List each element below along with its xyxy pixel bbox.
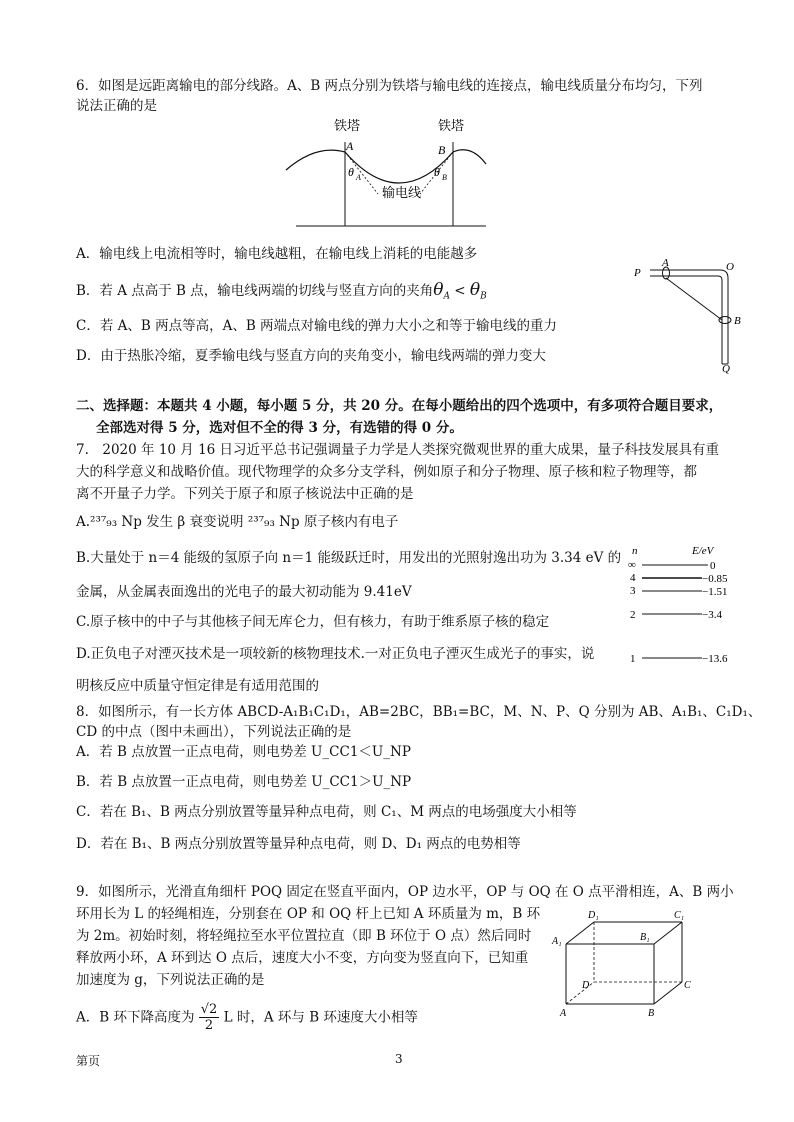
svg-text:4: 4	[630, 572, 636, 584]
q8-option-b: B．若 B 点放置一正点电荷，则电势差 U_CC1＞U_NP	[76, 774, 412, 790]
q9-option-a-post: L 时，A 环与 B 环速度大小相等	[223, 1009, 418, 1026]
q6-option-b-text: B．若 A 点高于 B 点，输电线两端的切线与竖直方向的夹角	[76, 283, 434, 299]
energy-level-inf	[628, 559, 716, 572]
theta-sub-b: B	[480, 291, 487, 302]
cube-b1-label: B₁	[640, 932, 650, 943]
cube-c1-label: C₁	[674, 910, 685, 921]
energy-n-header: n	[632, 545, 638, 557]
q7-option-b-line2: 金属，从金属表面逸出的光电子的最大初动能为 9.41eV	[76, 584, 412, 600]
svg-text:−1.51: −1.51	[702, 586, 728, 598]
energy-level-2	[630, 609, 722, 621]
o-label: O	[726, 261, 734, 273]
q9-stem-line1: 9．如图所示，光滑直角细杆 POQ 固定在竖直平面内，OP 边水平，OP 与 OQ 在 O 点平滑相连，A、B 两小	[76, 884, 734, 900]
energy-level-4	[630, 572, 728, 585]
q8-option-a: A．若 B 点放置一正点电荷，则电势差 U_CC1＜U_NP	[76, 744, 411, 760]
svg-text:−13.6: −13.6	[702, 653, 728, 665]
energy-level-1	[630, 653, 728, 665]
svg-text:3: 3	[630, 585, 636, 597]
fraction-sqrt2-over-2	[199, 1002, 220, 1033]
svg-text:0: 0	[710, 560, 716, 572]
theta-a-sub: A	[356, 173, 361, 182]
q6-option-b	[76, 280, 487, 307]
point-a-label: A	[346, 139, 354, 153]
q7-option-a: A.²³⁷₉₃ Np 发生 β 衰变说明 ²³⁷₉₃ Np 原子核内有电子	[76, 514, 399, 530]
q9-option-a-pre: A．B 环下降高度为	[76, 1009, 195, 1026]
q-label: Q	[722, 363, 730, 375]
wire-label: 输电线	[382, 185, 422, 200]
theta-symbol: θ	[433, 280, 444, 300]
section2-line2: 全部选对得 5 分，选对但不全的得 3 分，有选错的得 0 分。	[96, 420, 463, 436]
q9-stem-line3: 为 2m。初始时刻，将轻绳拉至水平位置拉直（即 B 环位于 O 点）然后同时	[76, 928, 532, 944]
fraction-denominator: 2	[204, 1018, 214, 1033]
q8-stem-line2: CD 的中点（图中未画出），下列说法正确的是	[76, 724, 352, 740]
q7-option-d-line1: D.正负电子对湮灭技术是一项较新的核物理技术.一对正负电子湮灭生成光子的事实，说	[76, 646, 595, 662]
cube-a1-label: A₁	[552, 936, 562, 947]
power-line-figure	[286, 114, 486, 232]
theta-symbol-2: θ	[469, 280, 481, 300]
tower-left-label: 铁塔	[334, 118, 361, 133]
footer-left: 第页	[76, 1054, 101, 1068]
cube-d-label: D	[582, 980, 590, 991]
svg-text:1: 1	[630, 653, 636, 665]
fraction-numerator: √2	[200, 1002, 218, 1017]
q7-stem-line1: 7. 2020 年 10 月 16 日习近平总书记强调量子力学是人类探究微观世界的重大成果，量子科技发展具有重	[76, 442, 720, 458]
theta-b-sub: B	[442, 173, 447, 182]
q7-option-d-line2: 明核反应中质量守恒定律是有适用范围的	[76, 678, 319, 694]
q6-option-a: A．输电线上电流相等时，输电线越粗，在输电线上消耗的电能越多	[76, 246, 478, 262]
q9-stem-line2: 环用长为 L 的轻绳相连，分别套在 OP 和 OQ 杆上已知 A 环质量为 m，B 环	[76, 906, 541, 922]
cuboid-figure	[548, 908, 698, 1018]
theta-sub-a: A	[443, 291, 451, 302]
cube-c-label: C	[684, 980, 691, 991]
energy-e-header: E/eV	[692, 545, 714, 557]
q7-option-b-line1: B.大量处于 n＝4 能级的氢原子向 n＝1 能级跃迁时，用发出的光照射逸出功为 3.34 eV 的	[76, 550, 622, 566]
q6-stem-line2: 说法正确的是	[76, 98, 157, 114]
q8-stem-line1: 8．如图所示，有一长方体 ABCD-A₁B₁C₁D₁，AB=2BC，BB₁=BC，M、N、P、Q 分别为 AB、A₁B₁、C₁D₁、	[76, 704, 762, 720]
page-number: 3	[395, 1052, 403, 1066]
section2-line1: 二、选择题：本题共 4 小题，每小题 5 分，共 20 分。在每小题给出的四个选项中，有多项符合题目要求，	[76, 398, 723, 414]
theta-a-label: θ	[348, 165, 354, 179]
svg-text:−3.4: −3.4	[702, 609, 722, 621]
energy-level-3	[630, 585, 727, 598]
energy-level-diagram	[622, 540, 728, 670]
q6-option-c: C．若 A、B 两点等高，A、B 两端点对输电线的弹力大小之和等于输电线的重力	[76, 318, 558, 334]
q9-stem-line4: 释放两小环，A 环到达 O 点后，速度大小不变，方向变为竖直向下，已知重	[76, 950, 529, 966]
less-than: <	[450, 283, 470, 299]
theta-b-label: θ	[434, 165, 440, 179]
q7-option-c: C.原子核中的中子与其他核子间无库仑力，但有核力，有助于维系原子核的稳定	[76, 614, 550, 630]
q6-stem-line1: 6．如图是远距离输电的部分线路。A、B 两点分别为铁塔与输电线的连接点，输电线质量分布均匀，下列	[76, 78, 703, 94]
q7-stem-line2: 大的科学意义和战略价值。现代物理学的众多分支学科，例如原子和分子物理、原子核和粒子物理等，都	[76, 464, 697, 480]
cube-d1-label: D₁	[588, 910, 599, 921]
q6-option-d: D．由于热胀冷缩，夏季输电线与竖直方向的夹角变小，输电线两端的弹力变大	[76, 348, 546, 364]
q9-option-a	[76, 1002, 418, 1033]
tower-right-label: 铁塔	[438, 118, 465, 133]
svg-text:∞: ∞	[628, 559, 636, 571]
q8-option-c: C．若在 B₁、B 两点分别放置等量异种点电荷，则 C₁、M 两点的电场强度大小相等	[76, 804, 577, 820]
svg-text:−0.85: −0.85	[702, 573, 728, 585]
cube-a-label: A	[560, 1008, 567, 1019]
point-b-label: B	[438, 143, 446, 157]
svg-text:2: 2	[630, 609, 636, 621]
q7-stem-line3: 离不开量子力学。下列关于原子和原子核说法中正确的是	[76, 486, 414, 502]
q8-option-d: D．若在 B₁、B 两点分别放置等量异种点电荷，则 D、D₁ 两点的电势相等	[76, 836, 521, 852]
p-label: P	[634, 267, 641, 279]
q9-stem-line5: 加速度为 g，下列说法正确的是	[76, 972, 265, 988]
rod-a-label: A	[662, 257, 669, 269]
rod-b-label: B	[734, 315, 741, 327]
rod-pqo-figure	[628, 256, 748, 374]
cube-b-label: B	[648, 1008, 655, 1019]
